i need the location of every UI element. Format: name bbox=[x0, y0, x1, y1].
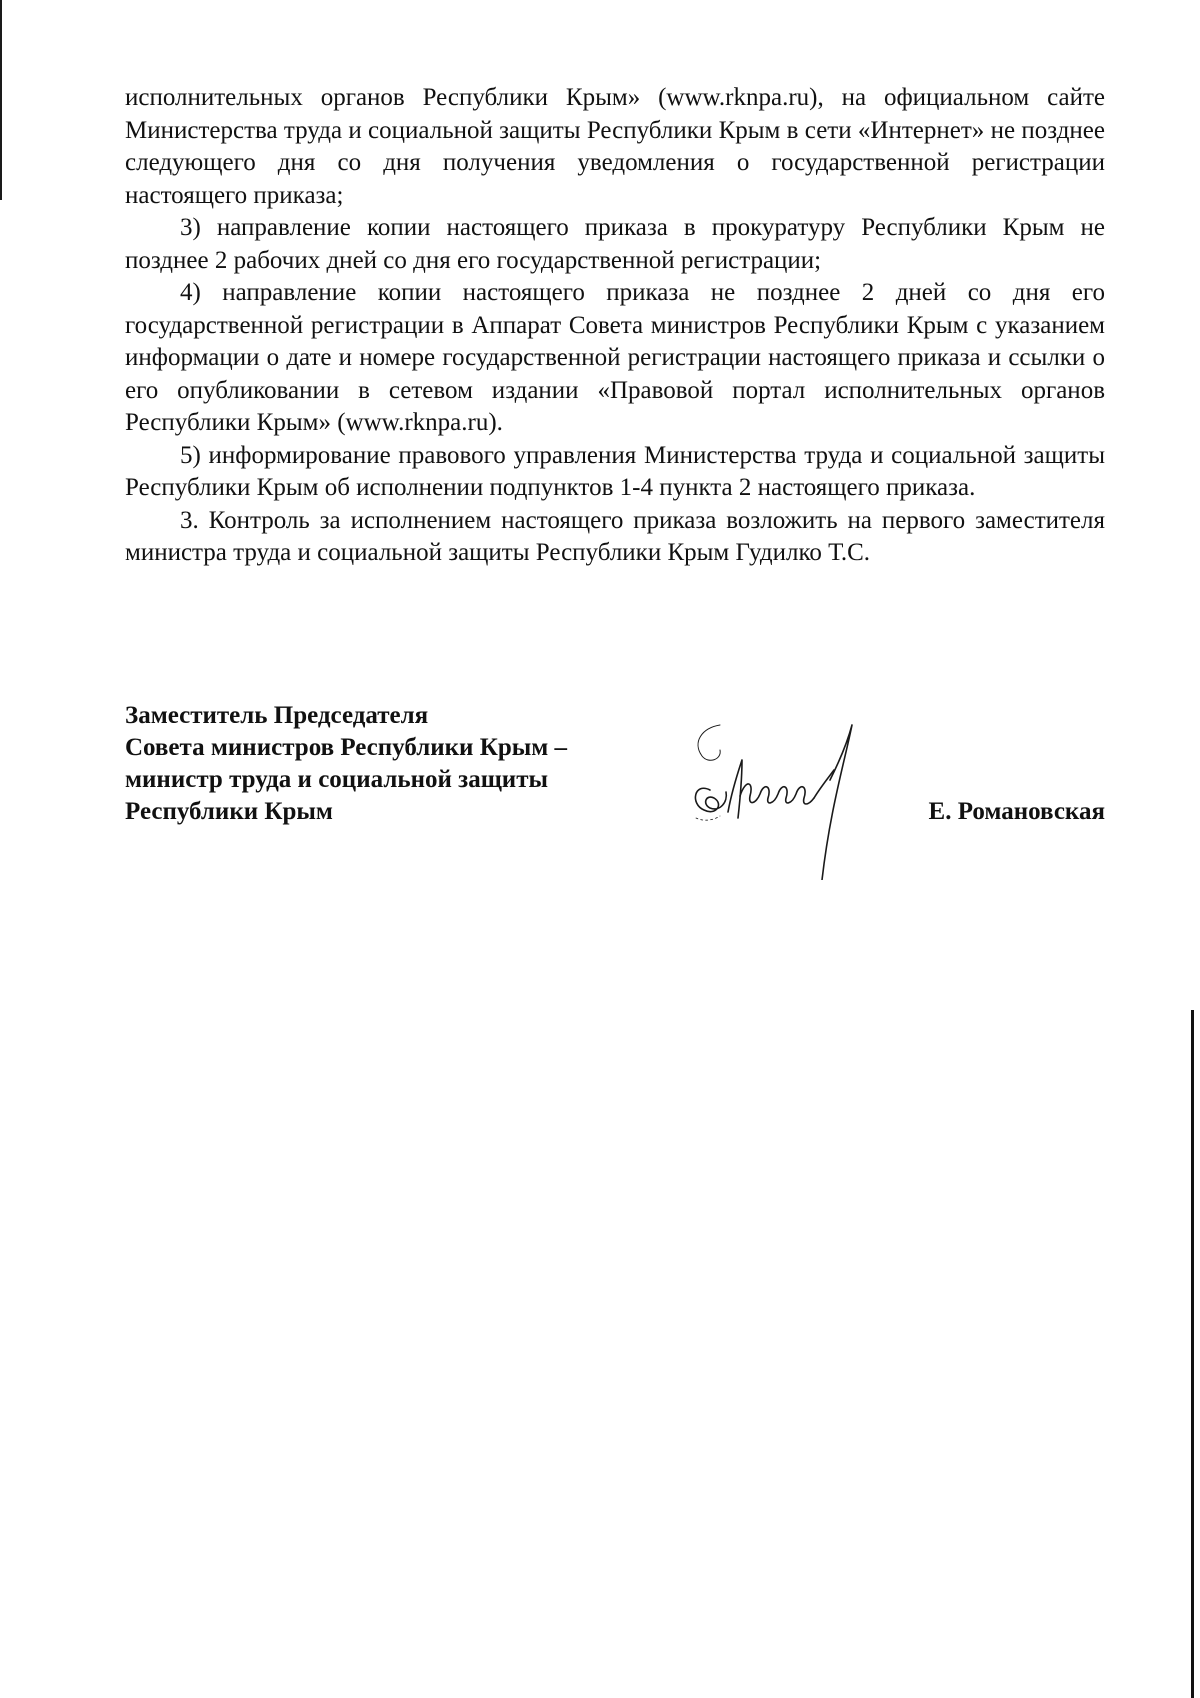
signer-title-line: Совета министров Республики Крым – bbox=[125, 734, 568, 761]
paragraph-continuation: исполнительных органов Республики Крым» (www.rknpa.ru), на официальном сайте Министерства труда и социальной защиты Республики Крым в сети «Интернет» не позднее следующего дня со дня получения уведомления о государственной регистрации настоящего приказа; bbox=[125, 84, 1105, 209]
signer-title bbox=[125, 700, 567, 828]
paragraph-item-3: 3) направление копии настоящего приказа в прокуратуру Республики Крым не позднее 2 рабочих дней со дня его государственной регистрации; bbox=[125, 214, 1105, 274]
document-body bbox=[125, 82, 1105, 570]
scan-edge-left bbox=[0, 0, 2, 200]
signer-title-line: министр труда и социальной защиты bbox=[125, 766, 548, 793]
paragraph-clause-3: 3. Контроль за исполнением настоящего приказа возложить на первого заместителя министра труда и социальной защиты Республики Крым Гудилко Т.С. bbox=[125, 506, 1105, 566]
signer-name: Е. Романовская bbox=[928, 798, 1105, 825]
signer-title-line: Республики Крым bbox=[125, 798, 333, 825]
paragraph-item-5: 5) информирование правового управления Министерства труда и социальной защиты Республики Крым об исполнении подпунктов 1-4 пункта 2 настоящего приказа. bbox=[125, 441, 1105, 501]
signature-block bbox=[125, 700, 1105, 880]
handwritten-signature bbox=[680, 720, 880, 880]
paragraph-item-4: 4) направление копии настоящего приказа не позднее 2 дней со дня его государственной регистрации в Аппарат Совета министров Республики Крым с указанием информации о дате и номере государственной регистрации настоящего приказа и ссылки о его опубликовании в сетевом издании «Правовой портал исполнительных органов Республики Крым» (www.rknpa.ru). bbox=[125, 279, 1105, 436]
scan-edge-right bbox=[1191, 1010, 1194, 1698]
signer-title-line: Заместитель Председателя bbox=[125, 702, 429, 729]
